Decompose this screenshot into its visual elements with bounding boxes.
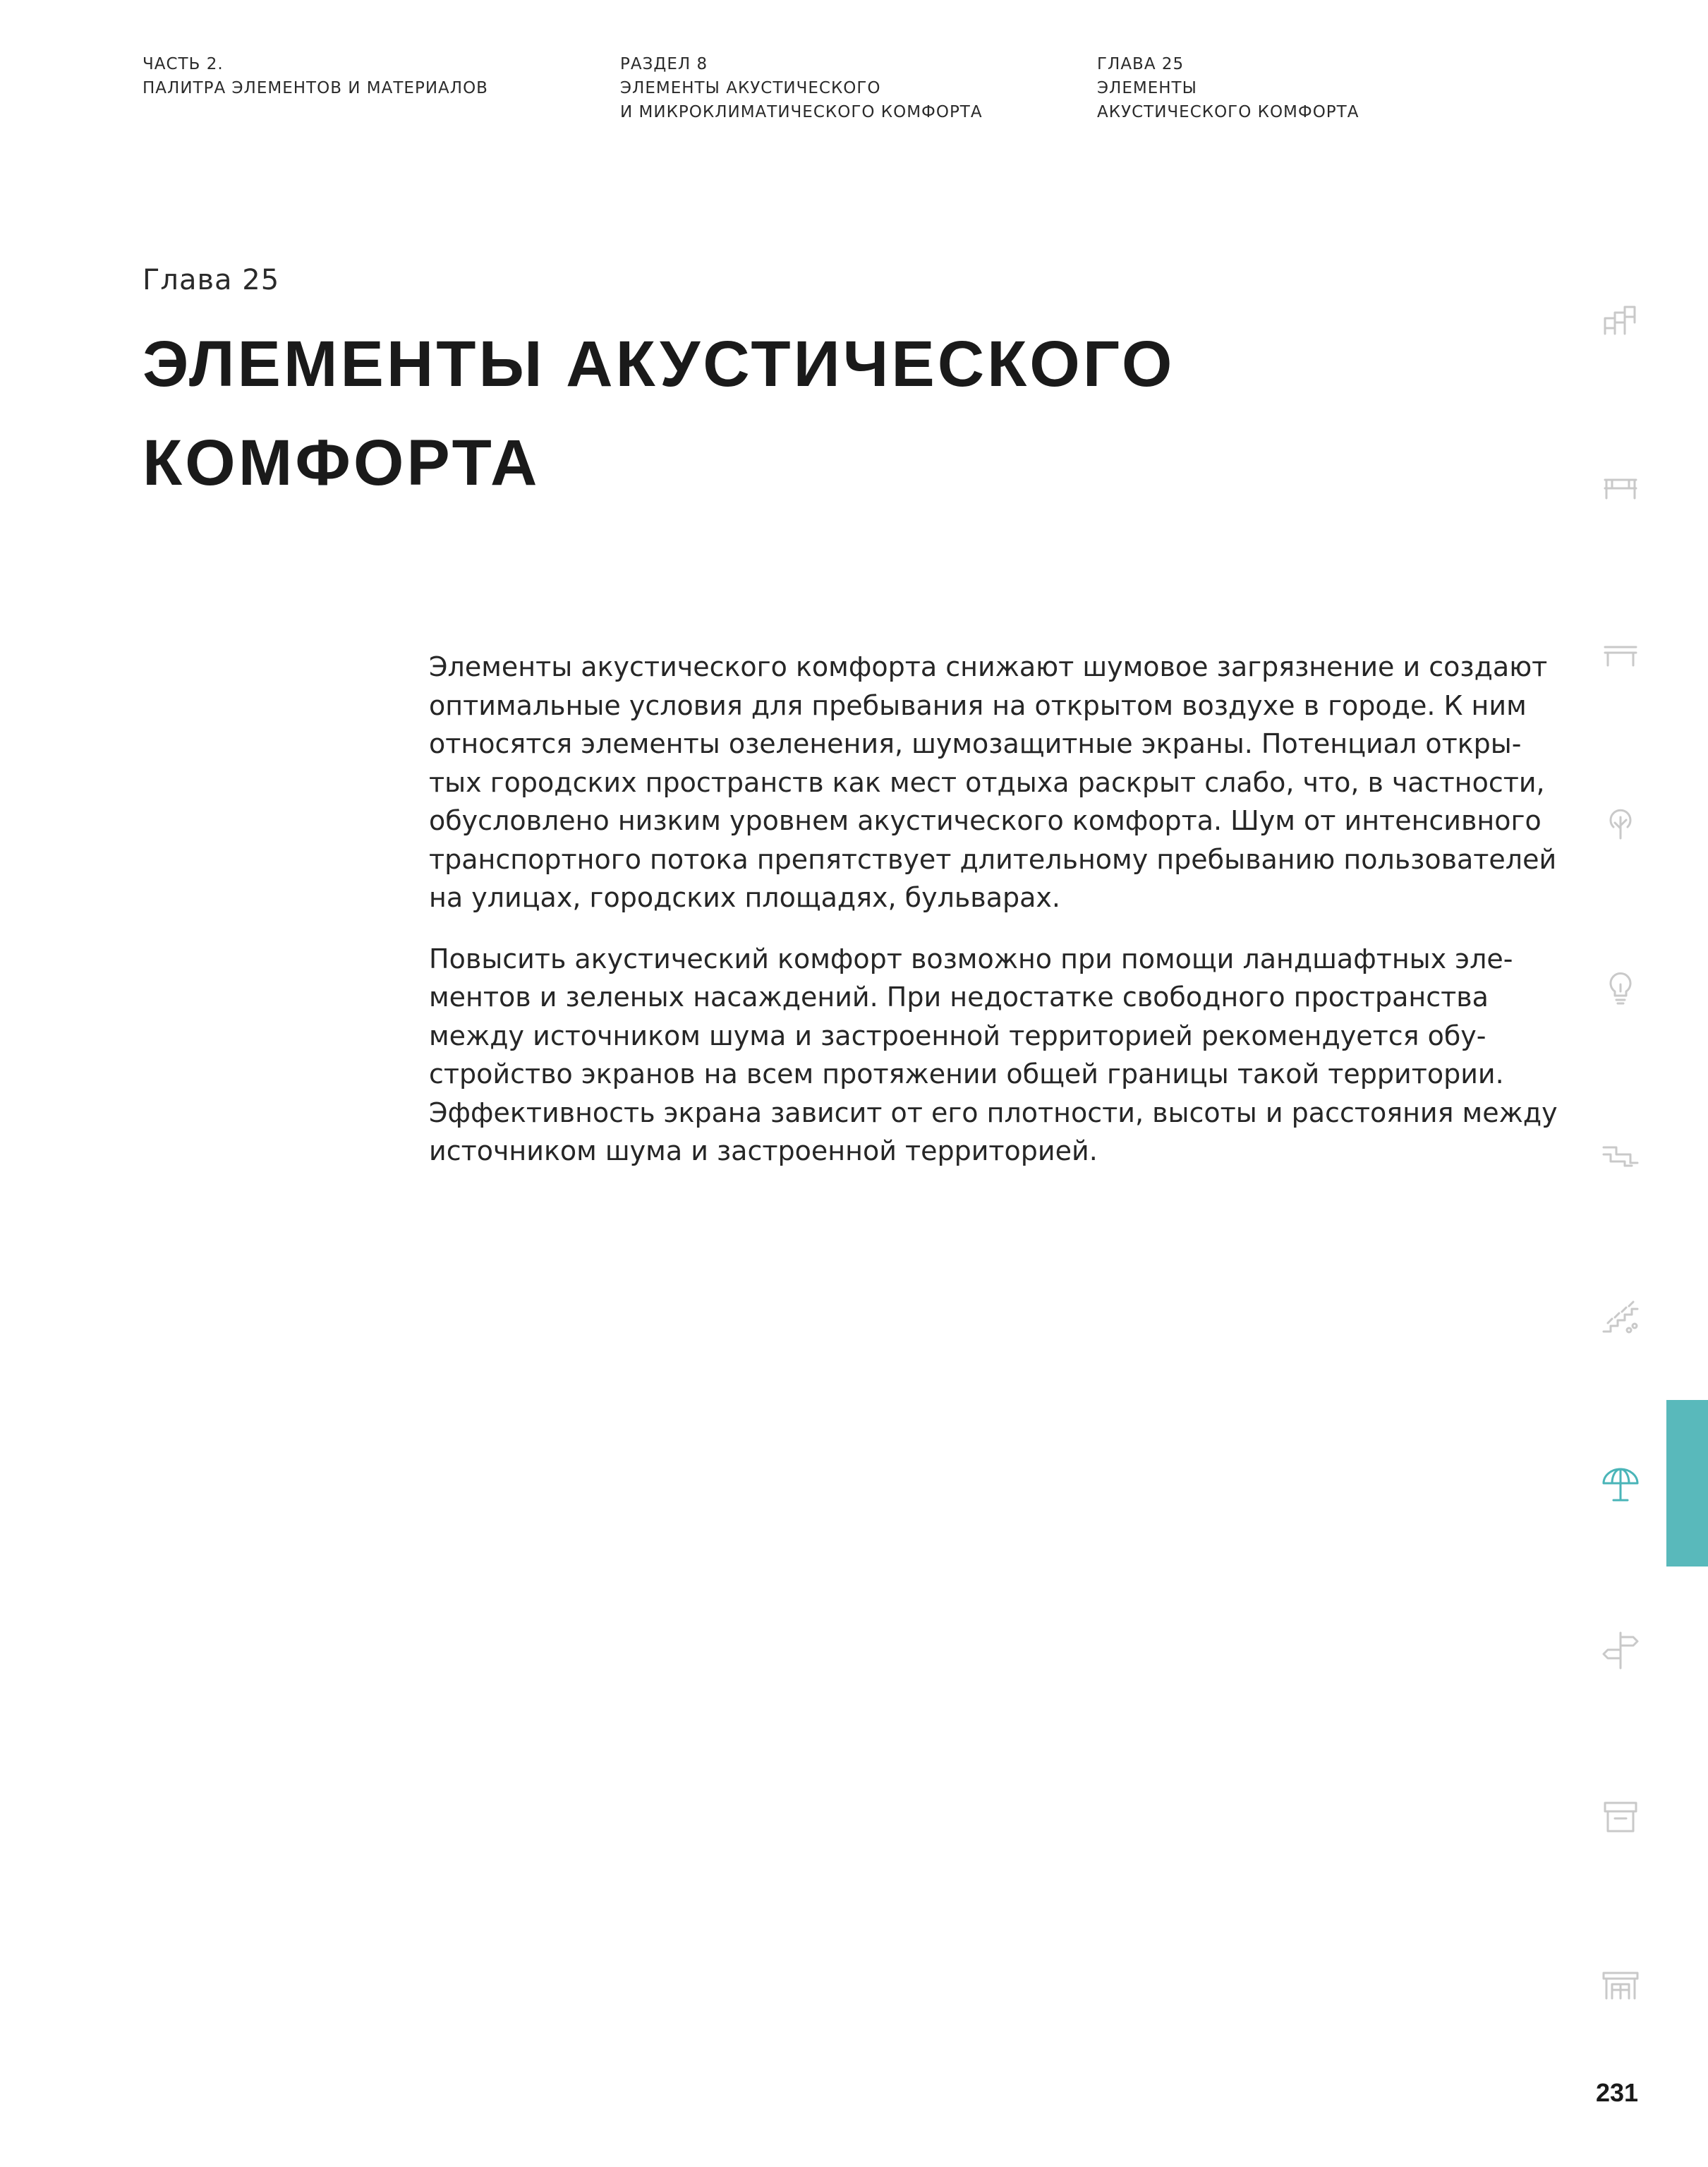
body-text xyxy=(429,648,1572,1193)
running-header-line: ПАЛИТРА ЭЛЕМЕНТОВ И МАТЕРИАЛОВ xyxy=(143,79,488,97)
page-number: 231 xyxy=(1596,2078,1639,2107)
text-line: между источником шума и застроенной территорией рекомендуется обу- xyxy=(429,1020,1486,1051)
text-line: ментов и зеленых насаждений. При недостатке свободного пространства xyxy=(429,982,1489,1013)
paragraph-1 xyxy=(429,648,1572,917)
stairs-icon[interactable] xyxy=(1598,1295,1643,1340)
chapter-title-line: КОМФОРТА xyxy=(143,427,540,499)
running-header-line: И МИКРОКЛИМАТИЧЕСКОГО КОМФОРТА xyxy=(620,103,983,121)
text-line: оптимальные условия для пребывания на открытом воздухе в городе. К ним xyxy=(429,689,1527,721)
text-line: Элементы акустического комфорта снижают шумовое загрязнение и создают xyxy=(429,651,1548,682)
text-line: на улицах, городских площадях, бульварах. xyxy=(429,882,1060,913)
running-header-line: ГЛАВА 25 xyxy=(1097,55,1185,73)
text-line: Эффективность экрана зависит от его плотности, высоты и расстояния между xyxy=(429,1097,1558,1128)
running-header-line: ЧАСТЬ 2. xyxy=(143,55,224,73)
text-line: относятся элементы озеленения, шумозащитные экраны. Потенциал откры- xyxy=(429,728,1522,759)
text-line: Повысить акустический комфорт возможно при помощи ландшафтных эле- xyxy=(429,943,1513,974)
text-line: тых городских пространств как мест отдыха раскрыт слабо, что, в частности, xyxy=(429,766,1545,798)
tree-icon[interactable] xyxy=(1598,797,1643,843)
chapter-title xyxy=(143,315,1342,512)
chapter-title-line: ЭЛЕМЕНТЫ АКУСТИЧЕСКОГО xyxy=(143,328,1175,400)
running-header-line: РАЗДЕЛ 8 xyxy=(620,55,708,73)
text-line: источником шума и застроенной территорией. xyxy=(429,1135,1098,1166)
running-header-line: АКУСТИЧЕСКОГО КОМФОРТА xyxy=(1097,103,1359,121)
chapter-label: Глава 25 xyxy=(143,264,280,296)
paragraph-2 xyxy=(429,940,1572,1171)
text-line: транспортного потока препятствует длительному пребыванию пользователей xyxy=(429,843,1557,875)
bench-icon[interactable] xyxy=(1598,464,1643,509)
shelter-icon[interactable] xyxy=(1598,1959,1643,2004)
signpost-icon[interactable] xyxy=(1598,1627,1643,1672)
active-chapter-tab[interactable] xyxy=(1666,1400,1708,1567)
running-header-chapter xyxy=(1097,52,1359,124)
blocks-icon[interactable] xyxy=(1598,297,1643,342)
running-header-line: ЭЛЕМЕНТЫ xyxy=(1097,79,1197,97)
kiosk-icon[interactable] xyxy=(1598,1793,1643,1838)
running-header-part xyxy=(143,52,488,100)
text-line: стройство экранов на всем протяжении общей границы такой территории. xyxy=(429,1058,1504,1089)
text-line: обусловлено низким уровнем акустического комфорта. Шум от интенсивного xyxy=(429,805,1542,836)
table-icon[interactable] xyxy=(1598,632,1643,677)
pipe-icon[interactable] xyxy=(1598,1129,1643,1174)
lamp-icon[interactable] xyxy=(1598,963,1643,1008)
running-header-line: ЭЛЕМЕНТЫ АКУСТИЧЕСКОГО xyxy=(620,79,881,97)
running-header-section xyxy=(620,52,983,124)
umbrella-icon[interactable] xyxy=(1598,1461,1643,1506)
